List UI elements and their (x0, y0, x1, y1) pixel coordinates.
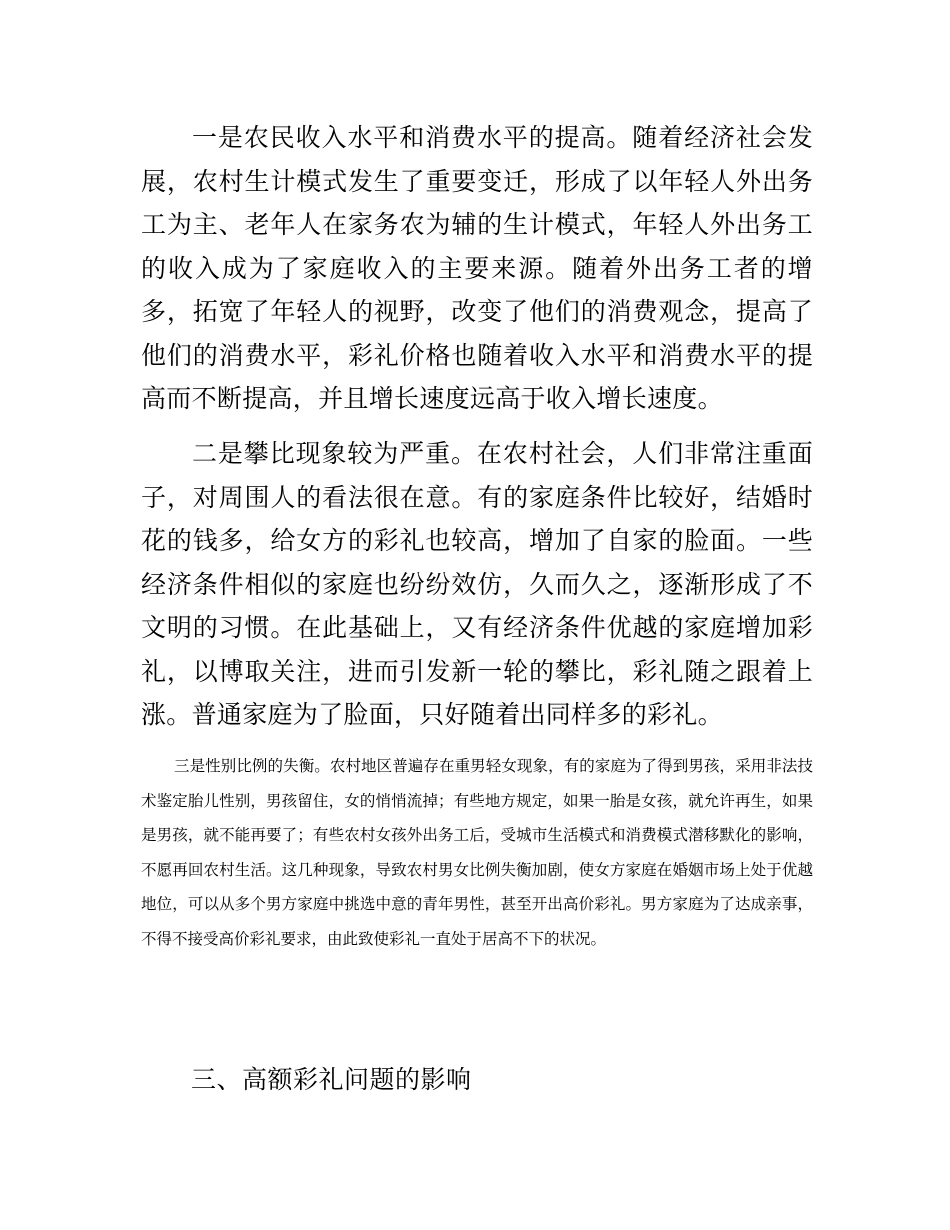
paragraph-gender-ratio: 三是性别比例的失衡。农村地区普遍存在重男轻女现象，有的家庭为了得到男孩，采用非法技术鉴定胎儿性别，男孩留住，女的悄悄流掉；有些地方规定，如果一胎是女孩，就允许再生，如果是男孩，就不能再要了；有些农村女孩外出务工后，受城市生活模式和消费模式潜移默化的影响，不愿再回农村生活。这几种现象，导致农村男女比例失衡加剧，使女方家庭在婚姻市场上处于优越地位，可以从多个男方家庭中挑选中意的青年男性，甚至开出高价彩礼。男方家庭为了达成亲事，不得不接受高价彩礼要求，由此致使彩礼一直处于居高不下的状况。 (141, 757, 813, 948)
section-heading: 三、高额彩礼问题的影响 (191, 1065, 472, 1094)
paragraph-comparison: 二是攀比现象较为严重。在农村社会，人们非常注重面子，对周围人的看法很在意。有的家庭条件比较好，结婚时花的钱多，给女方的彩礼也较高，增加了自家的脸面。一些经济条件相似的家庭也纷纷效仿，久而久之，逐渐形成了不文明的习惯。在此基础上，又有经济条件优越的家庭增加彩礼，以博取关注，进而引发新一轮的攀比，彩礼随之跟着上涨。普通家庭为了脸面，只好随着出同样多的彩礼。 (141, 439, 813, 729)
paragraph-income-consumption: 一是农民收入水平和消费水平的提高。随着经济社会发展，农村生计模式发生了重要变迁，形成了以年轻人外出务工为主、老年人在家务农为辅的生计模式，年轻人外出务工的收入成为了家庭收入的主要来源。随着外出务工者的增多，拓宽了年轻人的视野，改变了他们的消费观念，提高了他们的消费水平，彩礼价格也随着收入水平和消费水平的提高而不断提高，并且增长速度远高于收入增长速度。 (141, 123, 813, 413)
